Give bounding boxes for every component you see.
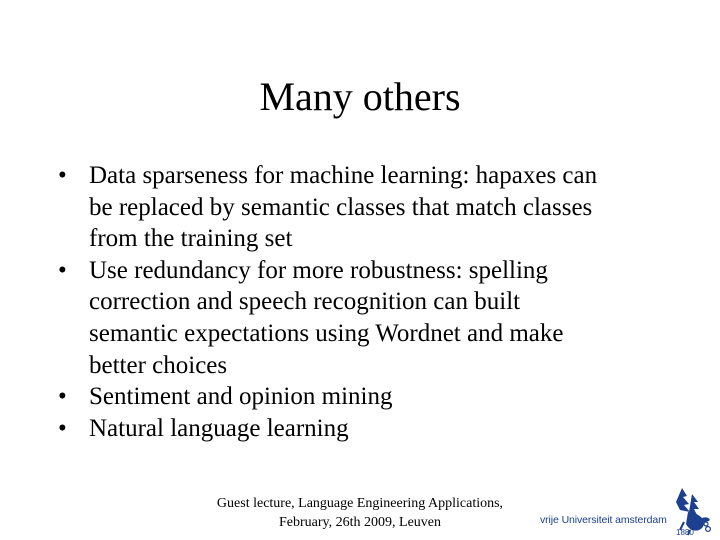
bullet-line: better choices <box>89 351 228 379</box>
bullet-line: from the training set <box>89 225 293 253</box>
logo-mark-text: 1880 <box>676 528 694 536</box>
bullet-item-4 <box>58 413 698 445</box>
bullet-icon: • <box>58 383 67 411</box>
bullet-line: semantic expectations using Wordnet and make <box>89 319 564 347</box>
university-logo <box>538 486 714 536</box>
bullet-item-1 <box>58 160 698 255</box>
bullet-line: Use redundancy for more robustness: spelling <box>89 256 548 284</box>
footer <box>200 494 520 532</box>
bullet-item-3 <box>58 381 698 413</box>
footer-line: Guest lecture, Language Engineering Applications, <box>216 496 504 511</box>
bullet-icon: • <box>58 162 67 189</box>
bullet-line: Data sparseness for machine learning: hapaxes can <box>89 162 598 189</box>
griffin-logo-icon <box>662 486 714 536</box>
logo-text: vrije Universiteit amsterdam <box>540 514 667 526</box>
bullet-line: correction and speech recognition can built <box>89 288 521 316</box>
bullet-item-2 <box>58 255 698 381</box>
bullet-icon: • <box>58 256 67 284</box>
bullet-line: Natural language learning <box>89 414 349 442</box>
footer-line: February, 26th 2009, Leuven <box>279 515 441 530</box>
slide-title: Many others <box>259 74 461 119</box>
bullet-line: be replaced by semantic classes that match classes <box>89 193 593 221</box>
bullet-list <box>58 160 698 444</box>
bullet-icon: • <box>58 414 67 442</box>
bullet-line: Sentiment and opinion mining <box>89 383 393 411</box>
